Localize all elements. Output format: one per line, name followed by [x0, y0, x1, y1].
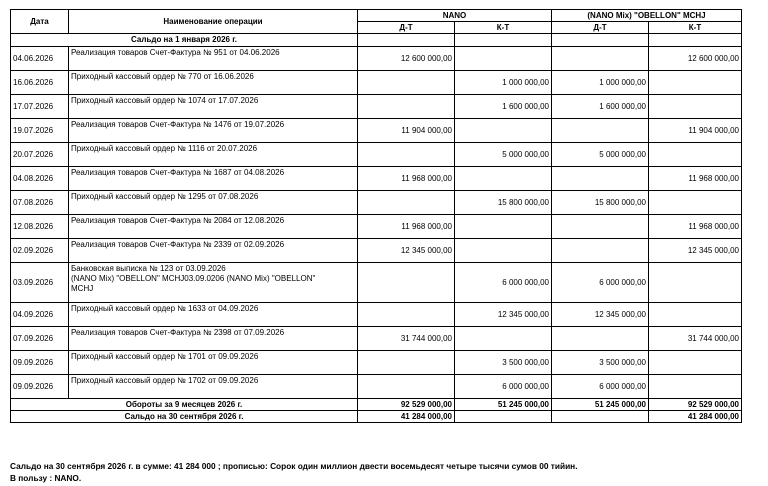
turnover-c2: 92 529 000,00 [649, 399, 742, 411]
row-party1-credit: 6 000 000,00 [455, 375, 552, 399]
row-party1-credit [455, 167, 552, 191]
closing-d1: 41 284 000,00 [358, 411, 455, 423]
row-party1-debit [358, 71, 455, 95]
row-date: 04.09.2026 [11, 303, 69, 327]
row-party1-debit [358, 95, 455, 119]
row-operation: Приходный кассовый ордер № 1702 от 09.09.2026 [69, 375, 358, 399]
row-operation: Банковская выписка № 123 от 03.09.2026 (NANO Mix) "OBELLON" MCHJ03.09.0206 (NANO Mix) "OBELLON" MCHJ [69, 263, 358, 303]
in-favor-statement: В пользу : NANO. [10, 473, 82, 483]
turnover-c1: 51 245 000,00 [455, 399, 552, 411]
table-row [11, 167, 742, 191]
row-party2-debit: 12 345 000,00 [552, 303, 649, 327]
row-party2-debit: 1 000 000,00 [552, 71, 649, 95]
party2-debit-header: Д-Т [552, 22, 649, 34]
row-party2-debit [552, 119, 649, 143]
table-row [11, 47, 742, 71]
date-column-header: Дата [11, 10, 69, 34]
row-party1-debit [358, 263, 455, 303]
table-row [11, 143, 742, 167]
row-party2-credit [649, 303, 742, 327]
row-date: 09.09.2026 [11, 351, 69, 375]
row-party2-credit: 12 345 000,00 [649, 239, 742, 263]
row-operation: Приходный кассовый ордер № 1633 от 04.09.2026 [69, 303, 358, 327]
opening-c2 [649, 34, 742, 47]
party2-header: (NANO Mix) "OBELLON" MCHJ [552, 10, 742, 22]
row-party2-credit: 12 600 000,00 [649, 47, 742, 71]
row-party2-credit: 11 968 000,00 [649, 215, 742, 239]
row-party2-debit [552, 327, 649, 351]
row-party2-debit [552, 215, 649, 239]
row-operation: Реализация товаров Счет-Фактура № 2339 от 02.09.2026 [69, 239, 358, 263]
row-date: 04.08.2026 [11, 167, 69, 191]
row-date: 07.08.2026 [11, 191, 69, 215]
row-party2-credit [649, 351, 742, 375]
row-party1-credit: 12 345 000,00 [455, 303, 552, 327]
table-row [11, 239, 742, 263]
reconciliation-table [10, 9, 742, 423]
row-date: 19.07.2026 [11, 119, 69, 143]
closing-c2: 41 284 000,00 [649, 411, 742, 423]
party1-header: NANO [358, 10, 552, 22]
row-party2-credit [649, 191, 742, 215]
closing-balance-statement: Сальдо на 30 сентября 2026 г. в сумме: 41 284 000 ; прописью: Сорок один миллион двести восемьдесят четыре тысячи сумов 00 тийин. [10, 461, 578, 471]
row-party1-debit [358, 375, 455, 399]
row-party1-credit: 3 500 000,00 [455, 351, 552, 375]
party1-credit-header: К-Т [455, 22, 552, 34]
table-row [11, 351, 742, 375]
row-party2-debit: 3 500 000,00 [552, 351, 649, 375]
row-party2-credit [649, 263, 742, 303]
row-party1-credit [455, 215, 552, 239]
row-party2-credit: 11 904 000,00 [649, 119, 742, 143]
row-party2-credit: 31 744 000,00 [649, 327, 742, 351]
row-date: 17.07.2026 [11, 95, 69, 119]
row-party1-debit: 11 904 000,00 [358, 119, 455, 143]
row-party1-credit [455, 47, 552, 71]
table-row [11, 191, 742, 215]
opening-d1 [358, 34, 455, 47]
row-party2-debit [552, 167, 649, 191]
row-party1-credit: 5 000 000,00 [455, 143, 552, 167]
row-party2-credit [649, 71, 742, 95]
row-party1-credit: 15 800 000,00 [455, 191, 552, 215]
row-party1-debit: 11 968 000,00 [358, 167, 455, 191]
table-row [11, 303, 742, 327]
row-party1-debit: 12 600 000,00 [358, 47, 455, 71]
row-party2-debit [552, 239, 649, 263]
table-row [11, 215, 742, 239]
row-party2-debit: 6 000 000,00 [552, 375, 649, 399]
closing-c1 [455, 411, 552, 423]
operation-column-header: Наименование операции [69, 10, 358, 34]
table-row [11, 375, 742, 399]
row-party1-credit [455, 239, 552, 263]
row-date: 12.08.2026 [11, 215, 69, 239]
row-date: 16.06.2026 [11, 71, 69, 95]
row-date: 07.09.2026 [11, 327, 69, 351]
party2-credit-header: К-Т [649, 22, 742, 34]
turnover-d1: 92 529 000,00 [358, 399, 455, 411]
table-row [11, 71, 742, 95]
table-row [11, 327, 742, 351]
row-operation: Приходный кассовый ордер № 1701 от 09.09.2026 [69, 351, 358, 375]
table-row [11, 95, 742, 119]
row-date: 03.09.2026 [11, 263, 69, 303]
row-party1-debit: 12 345 000,00 [358, 239, 455, 263]
turnover-d2: 51 245 000,00 [552, 399, 649, 411]
closing-balance-row [11, 411, 742, 423]
row-operation: Реализация товаров Счет-Фактура № 1476 от 19.07.2026 [69, 119, 358, 143]
row-party1-debit [358, 191, 455, 215]
row-operation: Реализация товаров Счет-Фактура № 2398 от 07.09.2026 [69, 327, 358, 351]
row-operation: Реализация товаров Счет-Фактура № 1687 от 04.08.2026 [69, 167, 358, 191]
table-row [11, 263, 742, 303]
table-row [11, 119, 742, 143]
row-party1-debit [358, 351, 455, 375]
row-party1-credit [455, 119, 552, 143]
turnover-row [11, 399, 742, 411]
party1-debit-header: Д-Т [358, 22, 455, 34]
row-date: 04.06.2026 [11, 47, 69, 71]
row-operation: Приходный кассовый ордер № 1116 от 20.07.2026 [69, 143, 358, 167]
row-operation: Приходный кассовый ордер № 1295 от 07.08.2026 [69, 191, 358, 215]
row-party1-credit [455, 327, 552, 351]
row-date: 20.07.2026 [11, 143, 69, 167]
row-party1-debit: 31 744 000,00 [358, 327, 455, 351]
opening-balance-label: Сальдо на 1 января 2026 г. [11, 34, 358, 47]
row-party2-debit [552, 47, 649, 71]
closing-d2 [552, 411, 649, 423]
row-operation: Приходный кассовый ордер № 770 от 16.06.2026 [69, 71, 358, 95]
row-party1-debit [358, 303, 455, 327]
row-date: 02.09.2026 [11, 239, 69, 263]
table-body [11, 34, 742, 399]
row-party2-credit [649, 95, 742, 119]
row-party2-credit [649, 143, 742, 167]
row-date: 09.09.2026 [11, 375, 69, 399]
row-party2-credit: 11 968 000,00 [649, 167, 742, 191]
closing-balance-label: Сальдо на 30 сентября 2026 г. [11, 411, 358, 423]
opening-balance-row [11, 34, 742, 47]
row-party1-debit [358, 143, 455, 167]
row-party1-credit: 6 000 000,00 [455, 263, 552, 303]
opening-c1 [455, 34, 552, 47]
row-party2-debit: 5 000 000,00 [552, 143, 649, 167]
row-party2-debit: 15 800 000,00 [552, 191, 649, 215]
row-party1-credit: 1 600 000,00 [455, 95, 552, 119]
row-operation: Реализация товаров Счет-Фактура № 2084 от 12.08.2026 [69, 215, 358, 239]
row-operation: Реализация товаров Счет-Фактура № 951 от 04.06.2026 [69, 47, 358, 71]
turnover-label: Обороты за 9 месяцев 2026 г. [11, 399, 358, 411]
row-operation: Приходный кассовый ордер № 1074 от 17.07.2026 [69, 95, 358, 119]
row-party1-debit: 11 968 000,00 [358, 215, 455, 239]
row-party2-debit: 6 000 000,00 [552, 263, 649, 303]
row-party1-credit: 1 000 000,00 [455, 71, 552, 95]
row-party2-credit [649, 375, 742, 399]
opening-d2 [552, 34, 649, 47]
row-party2-debit: 1 600 000,00 [552, 95, 649, 119]
